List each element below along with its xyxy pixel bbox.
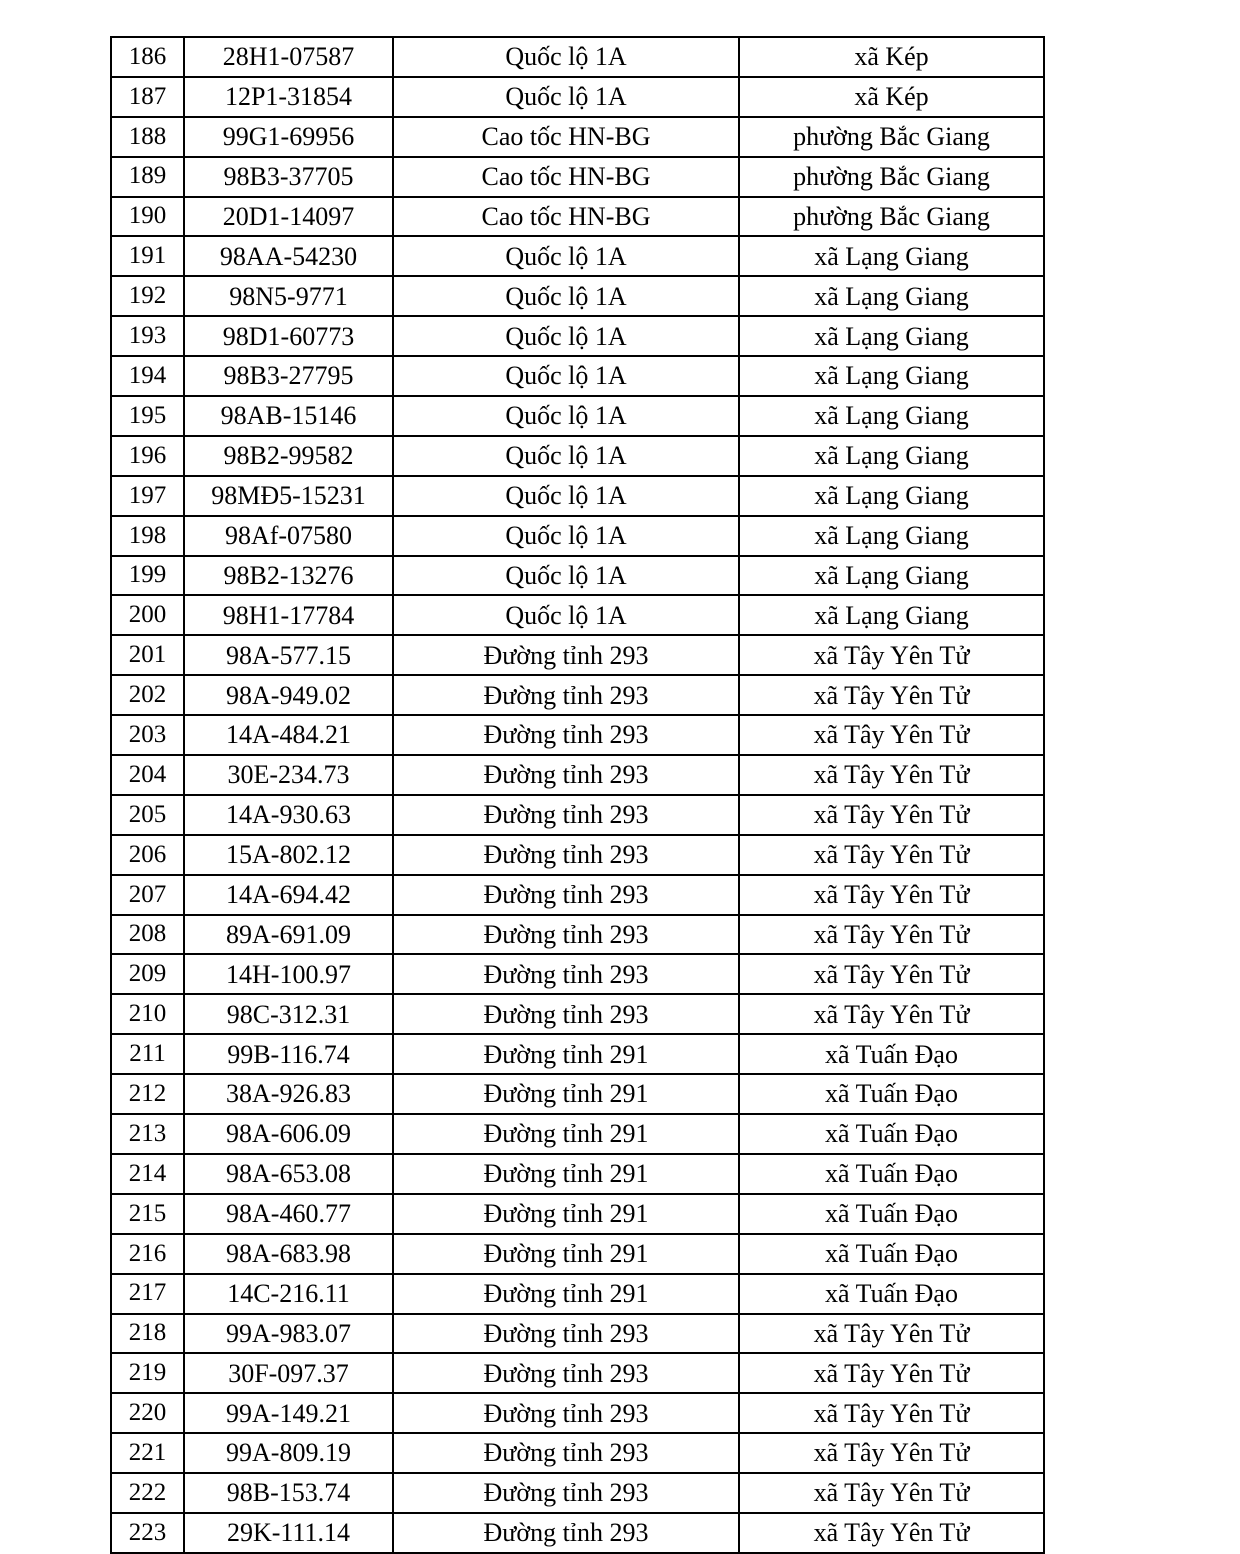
table-row xyxy=(111,476,1044,516)
cell-plate: 28H1-07587 xyxy=(184,37,393,77)
cell-index: 223 xyxy=(111,1513,184,1553)
cell-index: 195 xyxy=(111,396,184,436)
table-row xyxy=(111,875,1044,915)
table-row xyxy=(111,157,1044,197)
vehicle-plate-table xyxy=(110,36,1045,1554)
cell-index: 210 xyxy=(111,994,184,1034)
cell-ward: xã Lạng Giang xyxy=(739,516,1044,556)
cell-plate: 15A-802.12 xyxy=(184,835,393,875)
cell-index: 192 xyxy=(111,276,184,316)
cell-ward: xã Kép xyxy=(739,77,1044,117)
table-row xyxy=(111,1074,1044,1114)
cell-index: 206 xyxy=(111,835,184,875)
cell-ward: xã Tây Yên Tử xyxy=(739,1393,1044,1433)
cell-road: Đường tỉnh 291 xyxy=(393,1034,739,1074)
cell-road: Cao tốc HN-BG xyxy=(393,197,739,237)
cell-plate: 12P1-31854 xyxy=(184,77,393,117)
table-row xyxy=(111,236,1044,276)
cell-index: 193 xyxy=(111,316,184,356)
table-row xyxy=(111,1034,1044,1074)
cell-ward: phường Bắc Giang xyxy=(739,157,1044,197)
cell-plate: 98D1-60773 xyxy=(184,316,393,356)
table-row xyxy=(111,556,1044,596)
cell-index: 217 xyxy=(111,1274,184,1314)
cell-road: Đường tỉnh 293 xyxy=(393,954,739,994)
cell-road: Đường tỉnh 293 xyxy=(393,1513,739,1553)
table-row xyxy=(111,1154,1044,1194)
cell-ward: xã Lạng Giang xyxy=(739,595,1044,635)
cell-plate: 98A-653.08 xyxy=(184,1154,393,1194)
cell-plate: 98N5-9771 xyxy=(184,276,393,316)
cell-road: Đường tỉnh 293 xyxy=(393,1473,739,1513)
cell-road: Đường tỉnh 293 xyxy=(393,1433,739,1473)
cell-index: 187 xyxy=(111,77,184,117)
cell-plate: 99A-149.21 xyxy=(184,1393,393,1433)
cell-index: 190 xyxy=(111,197,184,237)
cell-ward: xã Tuấn Đạo xyxy=(739,1034,1044,1074)
cell-ward: xã Tuấn Đạo xyxy=(739,1234,1044,1274)
cell-road: Đường tỉnh 291 xyxy=(393,1234,739,1274)
cell-ward: xã Tây Yên Tử xyxy=(739,954,1044,994)
cell-plate: 30F-097.37 xyxy=(184,1353,393,1393)
cell-index: 204 xyxy=(111,755,184,795)
cell-road: Đường tỉnh 293 xyxy=(393,635,739,675)
cell-road: Đường tỉnh 293 xyxy=(393,715,739,755)
table-row xyxy=(111,1194,1044,1234)
cell-road: Đường tỉnh 293 xyxy=(393,755,739,795)
cell-plate: 30E-234.73 xyxy=(184,755,393,795)
table-row xyxy=(111,915,1044,955)
cell-road: Quốc lộ 1A xyxy=(393,37,739,77)
cell-ward: xã Tây Yên Tử xyxy=(739,1433,1044,1473)
cell-ward: xã Tây Yên Tử xyxy=(739,994,1044,1034)
cell-road: Quốc lộ 1A xyxy=(393,436,739,476)
cell-ward: xã Lạng Giang xyxy=(739,556,1044,596)
cell-ward: xã Tây Yên Tử xyxy=(739,915,1044,955)
cell-index: 222 xyxy=(111,1473,184,1513)
cell-road: Đường tỉnh 291 xyxy=(393,1114,739,1154)
cell-index: 189 xyxy=(111,157,184,197)
cell-ward: xã Lạng Giang xyxy=(739,436,1044,476)
table-row xyxy=(111,77,1044,117)
cell-index: 191 xyxy=(111,236,184,276)
cell-ward: xã Tây Yên Tử xyxy=(739,1353,1044,1393)
cell-plate: 98B-153.74 xyxy=(184,1473,393,1513)
cell-road: Quốc lộ 1A xyxy=(393,276,739,316)
cell-ward: xã Lạng Giang xyxy=(739,396,1044,436)
cell-index: 220 xyxy=(111,1393,184,1433)
table-row xyxy=(111,276,1044,316)
cell-plate: 14A-930.63 xyxy=(184,795,393,835)
cell-plate: 98B2-13276 xyxy=(184,556,393,596)
cell-ward: xã Tây Yên Tử xyxy=(739,755,1044,795)
table-row xyxy=(111,795,1044,835)
cell-index: 211 xyxy=(111,1034,184,1074)
cell-plate: 14A-694.42 xyxy=(184,875,393,915)
cell-index: 186 xyxy=(111,37,184,77)
cell-plate: 29K-111.14 xyxy=(184,1513,393,1553)
cell-ward: xã Lạng Giang xyxy=(739,236,1044,276)
cell-plate: 98AB-15146 xyxy=(184,396,393,436)
table-row xyxy=(111,1314,1044,1354)
cell-road: Đường tỉnh 293 xyxy=(393,875,739,915)
cell-plate: 20D1-14097 xyxy=(184,197,393,237)
cell-plate: 99G1-69956 xyxy=(184,117,393,157)
cell-index: 202 xyxy=(111,675,184,715)
table-row xyxy=(111,994,1044,1034)
cell-plate: 98B3-27795 xyxy=(184,356,393,396)
cell-ward: xã Tuấn Đạo xyxy=(739,1154,1044,1194)
cell-plate: 14H-100.97 xyxy=(184,954,393,994)
table-row xyxy=(111,1393,1044,1433)
cell-road: Đường tỉnh 293 xyxy=(393,675,739,715)
cell-plate: 98MĐ5-15231 xyxy=(184,476,393,516)
cell-index: 221 xyxy=(111,1433,184,1473)
cell-index: 209 xyxy=(111,954,184,994)
cell-road: Đường tỉnh 293 xyxy=(393,994,739,1034)
cell-road: Đường tỉnh 293 xyxy=(393,1393,739,1433)
cell-index: 200 xyxy=(111,595,184,635)
cell-index: 196 xyxy=(111,436,184,476)
cell-ward: xã Tây Yên Tử xyxy=(739,635,1044,675)
cell-index: 207 xyxy=(111,875,184,915)
cell-index: 212 xyxy=(111,1074,184,1114)
table-row xyxy=(111,117,1044,157)
cell-index: 198 xyxy=(111,516,184,556)
cell-ward: xã Tây Yên Tử xyxy=(739,1314,1044,1354)
cell-ward: xã Tây Yên Tử xyxy=(739,715,1044,755)
cell-road: Cao tốc HN-BG xyxy=(393,157,739,197)
cell-road: Quốc lộ 1A xyxy=(393,476,739,516)
cell-index: 218 xyxy=(111,1314,184,1354)
table-row xyxy=(111,1234,1044,1274)
cell-road: Đường tỉnh 293 xyxy=(393,835,739,875)
cell-index: 208 xyxy=(111,915,184,955)
cell-road: Đường tỉnh 293 xyxy=(393,915,739,955)
table-row xyxy=(111,755,1044,795)
cell-plate: 98C-312.31 xyxy=(184,994,393,1034)
cell-ward: xã Tây Yên Tử xyxy=(739,1473,1044,1513)
table-row xyxy=(111,436,1044,476)
cell-road: Đường tỉnh 293 xyxy=(393,1353,739,1393)
cell-ward: xã Tây Yên Tử xyxy=(739,1513,1044,1553)
table-row xyxy=(111,1274,1044,1314)
cell-road: Đường tỉnh 291 xyxy=(393,1154,739,1194)
cell-road: Cao tốc HN-BG xyxy=(393,117,739,157)
cell-ward: xã Tây Yên Tử xyxy=(739,675,1044,715)
cell-plate: 98A-606.09 xyxy=(184,1114,393,1154)
cell-plate: 14A-484.21 xyxy=(184,715,393,755)
cell-ward: phường Bắc Giang xyxy=(739,117,1044,157)
cell-ward: xã Tuấn Đạo xyxy=(739,1074,1044,1114)
cell-ward: xã Lạng Giang xyxy=(739,316,1044,356)
table-row xyxy=(111,1513,1044,1553)
cell-plate: 14C-216.11 xyxy=(184,1274,393,1314)
cell-road: Quốc lộ 1A xyxy=(393,356,739,396)
cell-index: 194 xyxy=(111,356,184,396)
cell-ward: xã Tây Yên Tử xyxy=(739,795,1044,835)
cell-road: Đường tỉnh 291 xyxy=(393,1194,739,1234)
cell-plate: 98B3-37705 xyxy=(184,157,393,197)
table-row xyxy=(111,316,1044,356)
cell-plate: 99A-809.19 xyxy=(184,1433,393,1473)
cell-index: 214 xyxy=(111,1154,184,1194)
cell-index: 205 xyxy=(111,795,184,835)
cell-index: 203 xyxy=(111,715,184,755)
table-row xyxy=(111,1433,1044,1473)
cell-index: 216 xyxy=(111,1234,184,1274)
cell-index: 215 xyxy=(111,1194,184,1234)
cell-ward: xã Tây Yên Tử xyxy=(739,875,1044,915)
table-row xyxy=(111,835,1044,875)
cell-plate: 98A-949.02 xyxy=(184,675,393,715)
table-row xyxy=(111,37,1044,77)
cell-plate: 98AA-54230 xyxy=(184,236,393,276)
cell-road: Đường tỉnh 293 xyxy=(393,795,739,835)
cell-index: 197 xyxy=(111,476,184,516)
cell-road: Quốc lộ 1A xyxy=(393,556,739,596)
table-row xyxy=(111,1353,1044,1393)
table-row xyxy=(111,635,1044,675)
cell-plate: 98B2-99582 xyxy=(184,436,393,476)
cell-ward: xã Tuấn Đạo xyxy=(739,1274,1044,1314)
cell-road: Quốc lộ 1A xyxy=(393,595,739,635)
cell-road: Quốc lộ 1A xyxy=(393,516,739,556)
cell-ward: xã Kép xyxy=(739,37,1044,77)
table-row xyxy=(111,675,1044,715)
table-row xyxy=(111,1114,1044,1154)
cell-ward: xã Tuấn Đạo xyxy=(739,1194,1044,1234)
table-row xyxy=(111,954,1044,994)
cell-plate: 99A-983.07 xyxy=(184,1314,393,1354)
table-row xyxy=(111,595,1044,635)
table-body xyxy=(111,37,1044,1553)
cell-index: 201 xyxy=(111,635,184,675)
cell-plate: 98A-577.15 xyxy=(184,635,393,675)
table-row xyxy=(111,1473,1044,1513)
cell-index: 188 xyxy=(111,117,184,157)
cell-ward: xã Tuấn Đạo xyxy=(739,1114,1044,1154)
table-row xyxy=(111,356,1044,396)
cell-index: 199 xyxy=(111,556,184,596)
table-row xyxy=(111,715,1044,755)
cell-ward: phường Bắc Giang xyxy=(739,197,1044,237)
cell-ward: xã Lạng Giang xyxy=(739,356,1044,396)
cell-plate: 98Af-07580 xyxy=(184,516,393,556)
cell-ward: xã Tây Yên Tử xyxy=(739,835,1044,875)
table-row xyxy=(111,197,1044,237)
cell-road: Đường tỉnh 293 xyxy=(393,1314,739,1354)
cell-plate: 38A-926.83 xyxy=(184,1074,393,1114)
cell-road: Quốc lộ 1A xyxy=(393,396,739,436)
cell-ward: xã Lạng Giang xyxy=(739,476,1044,516)
cell-road: Quốc lộ 1A xyxy=(393,316,739,356)
cell-plate: 98A-460.77 xyxy=(184,1194,393,1234)
cell-ward: xã Lạng Giang xyxy=(739,276,1044,316)
cell-plate: 99B-116.74 xyxy=(184,1034,393,1074)
cell-index: 213 xyxy=(111,1114,184,1154)
cell-plate: 98A-683.98 xyxy=(184,1234,393,1274)
cell-plate: 98H1-17784 xyxy=(184,595,393,635)
table-row xyxy=(111,396,1044,436)
cell-road: Đường tỉnh 291 xyxy=(393,1274,739,1314)
cell-index: 219 xyxy=(111,1353,184,1393)
cell-road: Đường tỉnh 291 xyxy=(393,1074,739,1114)
cell-road: Quốc lộ 1A xyxy=(393,236,739,276)
cell-road: Quốc lộ 1A xyxy=(393,77,739,117)
table-row xyxy=(111,516,1044,556)
cell-plate: 89A-691.09 xyxy=(184,915,393,955)
